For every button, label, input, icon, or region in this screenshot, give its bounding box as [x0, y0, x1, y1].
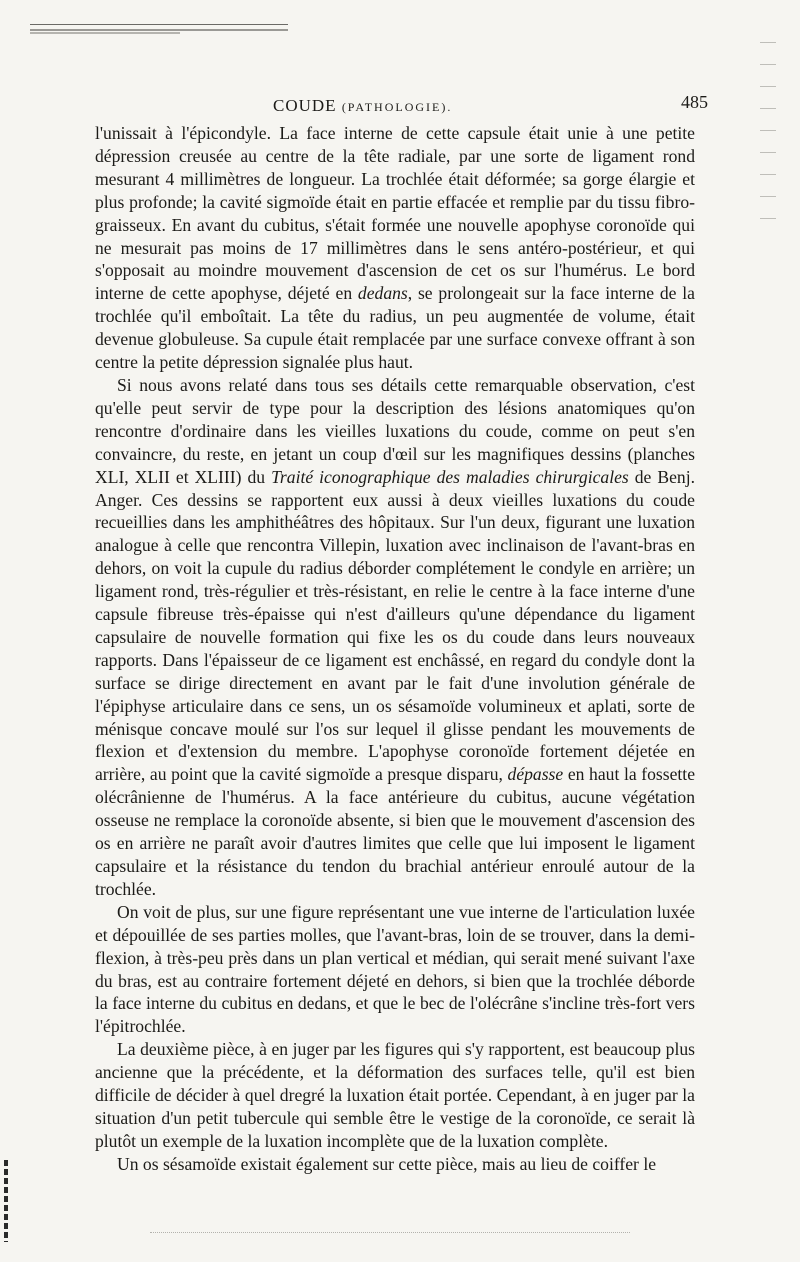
italic-text: dedans — [357, 283, 408, 304]
paragraph — [95, 1153, 695, 1176]
scan-margin-marks — [760, 30, 776, 220]
italic-text: Traité iconographique des maladies chirurgicales — [271, 466, 629, 487]
running-title-main: COUDE — [273, 96, 337, 115]
scan-artifact-footer — [150, 1232, 630, 1234]
paragraph-text: en haut la fossette olécrânienne de l'humérus. A la face antérieure du cubitus, aucune végétation osseuse ne remplace la coronoïde absente, si bien que le mouvement d'ascension des os en arrière ne paraît avoir d'autres limites que celle que lui imposent le ligament capsulaire et la résistance du tendon du brachial antérieur enroulé autour de la trochlée. — [95, 764, 696, 899]
paragraph — [95, 901, 695, 1038]
paragraph-text: de Benj. Anger. Ces dessins se rapportent eux aussi à deux vieilles luxations du coude recueillies dans les amphithéâtres des hôpitaux. Sur l'un deux, figurant une luxation analogue à celle que rencontra Villepin, luxation avec inclinaison de l'avant-bras en dehors, on voit la cupule du radius déborder complétement le condyle en arrière; un ligament rond, très-régulier et très-résistant, en relie le centre à la face interne d'une capsule fibreuse très-épaisse qui n'est d'ailleurs qu'une dépendance du ligament capsulaire de nouvelle formation qui fixe les os du coude dans leurs nouveaux rapports. Dans l'épaisseur de ce ligament est enchâssé, en regard du condyle dont la surface se dirige directement en avant par le fait d'une involution générale de l'épiphyse articulaire dans ce sens, un os sésamoïde volumineux et aplati, sorte de ménisque concave moulé sur l'os sur lequel il glisse pendant les mouvements de flexion et d'extension du membre. L'apophyse coronoïde fortement déjetée en arrière, au point que la cavité sigmoïde a presque disparu, — [95, 466, 695, 785]
paragraph-text: On voit de plus, sur une figure représentant une vue interne de l'articulation luxée et dépouillée de ses parties molles, que l'avant-bras, loin de se trouver, dans la demi-flexion, à très-peu près dans un plan vertical et médian, qui serait mené suivant l'axe du bras, est au contraire fortement déjeté en dehors, si bien que la trochlée déborde la face interne du cubitus en dedans, et que le bec de l'olécrâne s'incline très-fort vers l'épitrochlée. — [95, 901, 695, 1037]
paragraph — [95, 1038, 695, 1153]
running-title — [273, 96, 452, 116]
paragraph — [95, 374, 695, 901]
italic-text: dépasse — [507, 764, 564, 785]
paragraph-text: La deuxième pièce, à en juger par les figures qui s'y rapportent, est beaucoup plus ancienne que la précédente, et la déformation des surfaces telle, qu'il est bien difficile de décider à quel dregré la luxation était portée. Cependant, à en juger par la situation d'un petit tubercule qui semble être le vestige de la coronoïde, ce serait là plutôt un exemple de la luxation incomplète que de la luxation complète. — [95, 1039, 695, 1151]
paragraph — [95, 122, 695, 374]
scan-artifact-rule — [30, 32, 180, 34]
page-header — [95, 90, 708, 118]
paragraph-text: Un os sésamoïde existait également sur cette pièce, mais au lieu de coiffer le — [117, 1153, 657, 1174]
page-number: 485 — [681, 92, 708, 112]
paragraph-text: Si nous avons relaté dans tous ses détails cette remarquable observation, c'est qu'elle peut servir de type pour la description des lésions anatomiques qu'on rencontre d'ordinaire dans les vieilles luxations du coude, comme on peut s'en convaincre, du reste, en jetant un coup d'œil sur les magnifiques dessins (planches XLI, XLII et XLIII) du — [95, 374, 695, 487]
scan-margin-bar — [4, 1160, 8, 1242]
paragraph-text: , se prolongeait sur la face interne de la trochlée qu'il emboîtait. La tête du radius, un peu augmentée de volume, était devenue globuleuse. Sa cupule était remplacée par une surface convexe offrant à son centre la petite dépression signalée plus haut. — [95, 283, 695, 373]
paragraph-text: l'unissait à l'épicondyle. La face interne de cette capsule était unie à une petite dépression creusée au centre de la tête radiale, par une sorte de ligament rond mesurant 4 millimètres de longueur. La trochlée était déformée; sa gorge élargie et plus profonde; la cavité sigmoïde était en partie effacée et remplie par du tissu fibro-graisseux. En avant du cubitus, s'était formée une nouvelle apophyse coronoïde qui ne mesurait pas moins de 17 millimètres dans le sens antéro-postérieur, et qui s'opposait au moindre mouvement d'ascension de cet os sur l'humérus. Le bord interne de cette apophyse, déjeté en — [95, 123, 695, 304]
scan-artifact-rule — [30, 24, 288, 31]
body-text — [95, 122, 695, 1176]
running-title-sub: (PATHOLOGIE). — [341, 100, 453, 114]
